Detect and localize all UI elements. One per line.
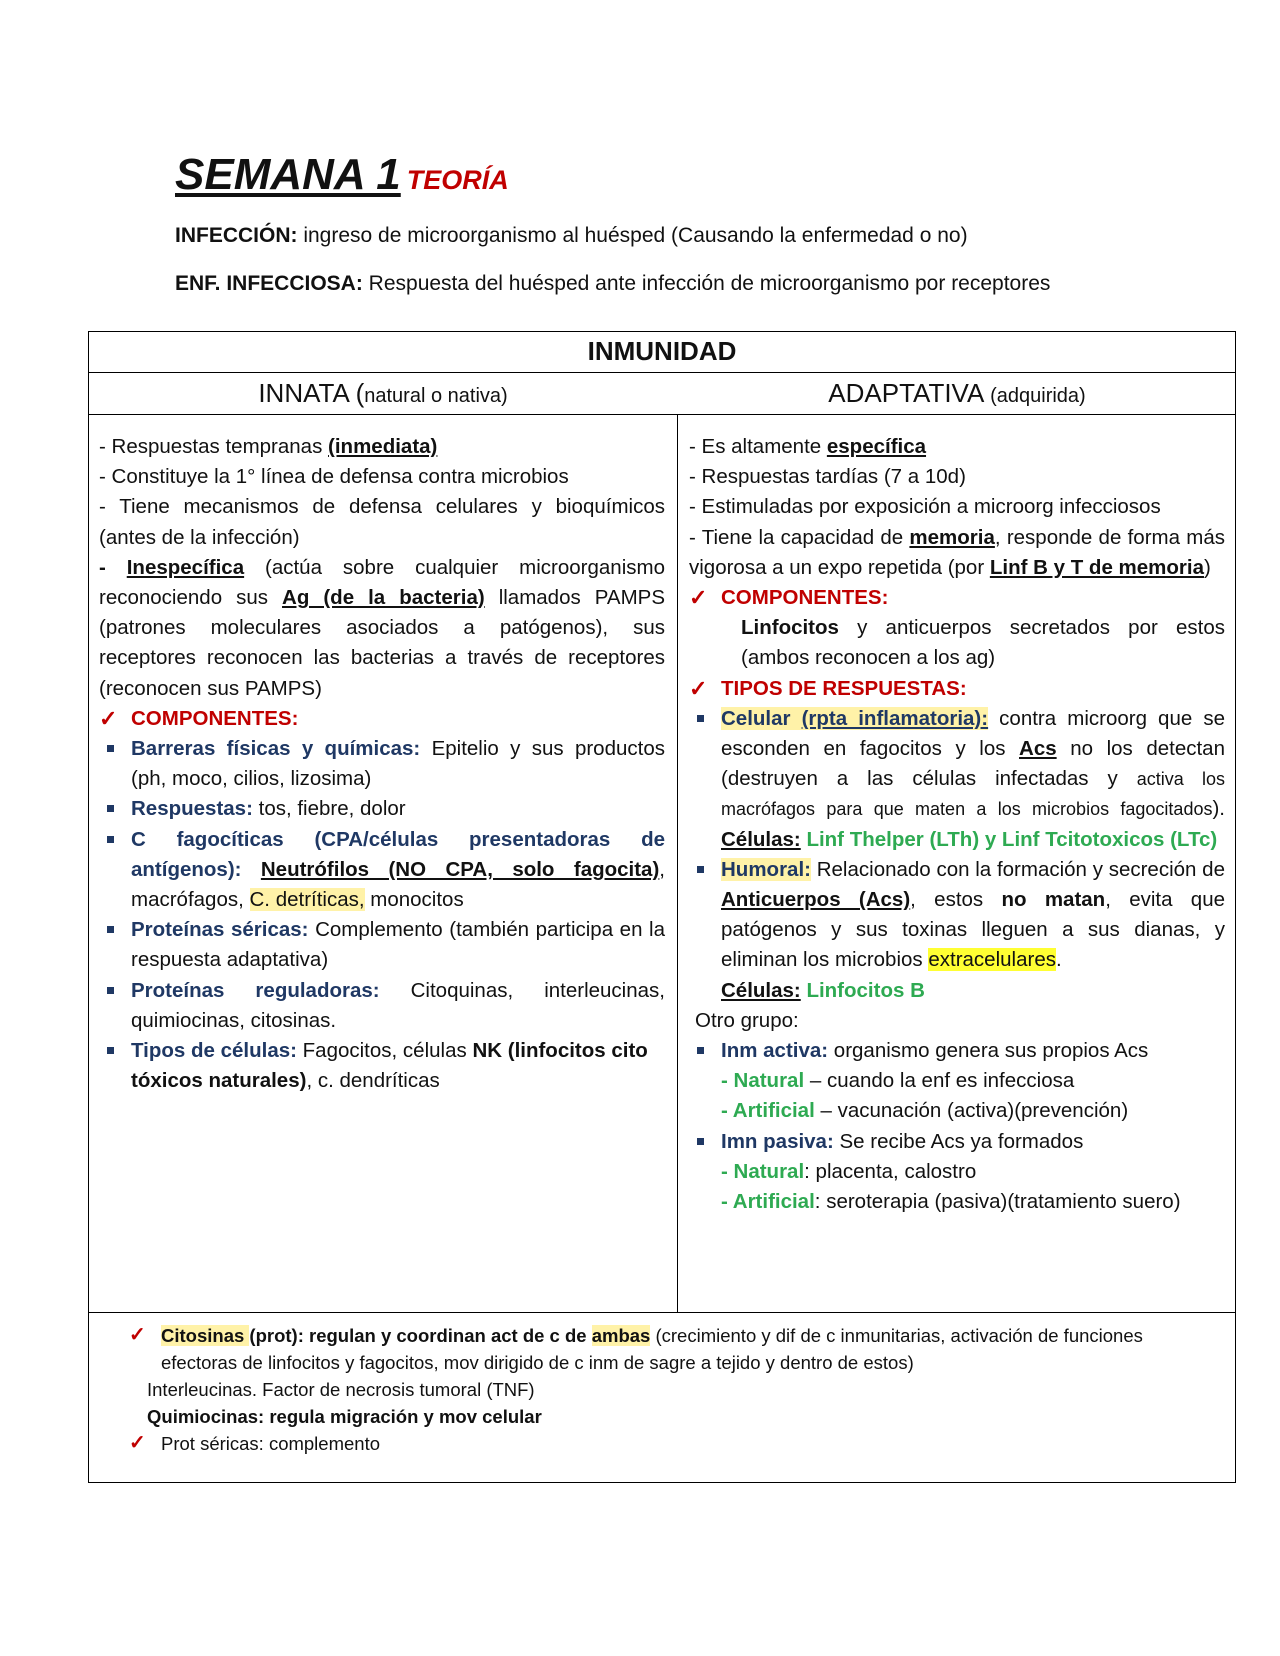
text: contra microorg que se esconden en fagocitos y los: [721, 706, 1225, 761]
text-term: Respuestas:: [131, 797, 253, 821]
text-emphasis: Ag (de la bacteria): [282, 586, 485, 610]
footer-item: [129, 1430, 1209, 1457]
text: tos, fiebre, dolor: [252, 797, 406, 821]
checkmark-icon: ✓: [129, 1324, 146, 1346]
square-bullet-icon: [107, 987, 114, 994]
bullet-item: [99, 915, 665, 975]
text-highlight: Citosinas: [161, 1325, 250, 1346]
text: , c. dendríticas: [306, 1069, 440, 1093]
text: : seroterapia (pasiva)(tratamiento suero): [814, 1190, 1181, 1214]
bullet-item: [99, 794, 665, 824]
innata-column: [99, 432, 665, 1096]
text: Epitelio y sus productos (ph, moco, cilios, lizosima): [131, 737, 665, 791]
text: TIPOS DE RESPUESTAS:: [721, 676, 967, 700]
text: Prot séricas: complemento: [161, 1433, 381, 1454]
title-sub: TEORÍA: [406, 165, 509, 195]
adaptativa-column: [689, 432, 1225, 1217]
text-emphasis: NK (linfocitos cito tóxicos naturales): [131, 1039, 648, 1093]
text-term: Imn pasiva:: [721, 1129, 834, 1153]
text-emphasis: Células:: [721, 978, 801, 1002]
text-term: Proteínas reguladoras:: [131, 978, 380, 1002]
square-bullet-icon: [107, 745, 114, 752]
footer-line: Interleucinas. Factor de necrosis tumoral (TNF): [147, 1379, 535, 1400]
text-term: Tipos de células:: [131, 1039, 297, 1063]
text: , macrófagos,: [131, 857, 665, 912]
definition-term: ENF. INFECCIOSA:: [175, 272, 363, 295]
text-highlight: C. detríticas,: [249, 888, 365, 912]
definition-term: INFECCIÓN:: [175, 224, 298, 247]
text-emphasis: Linf B y T de memoria: [989, 555, 1205, 579]
text-term: C fagocíticas (CPA/células presentadoras de antígenos):: [131, 827, 665, 881]
square-bullet-icon: [697, 1138, 704, 1145]
sub-item: [689, 1187, 1225, 1217]
text-term: Celular: [721, 706, 802, 730]
title-main: SEMANA 1: [175, 150, 401, 199]
square-bullet-icon: [107, 926, 114, 933]
text: (crecimiento y dif de c inmunitarias, activación de funciones efectoras de linfocitos y fagocitos, mov dirigido de c inm de sagre a tejido y dentro de estos): [161, 1325, 1143, 1373]
text: , evita que patógenos y sus toxinas lleguen a sus dianas, y eliminan los microbios: [721, 888, 1226, 972]
text-emphasis: Acs: [1019, 737, 1057, 761]
text-emphasis: Linfocitos: [741, 616, 839, 640]
text-term: Proteínas séricas:: [131, 918, 309, 942]
column-divider: [677, 414, 678, 1312]
innata-line: [99, 432, 665, 462]
bullet-item: [99, 734, 665, 794]
text: – cuando la enf es infecciosa: [804, 1069, 1075, 1093]
text: Citoquinas, interleucinas, quimiocinas, citosinas.: [131, 978, 665, 1032]
text: ): [1204, 555, 1211, 579]
innata-title: INNATA (: [258, 378, 365, 408]
text-emphasis: Neutrófilos (NO CPA, solo fagocita): [260, 857, 660, 881]
bullet-item: [99, 825, 665, 916]
bullet-item: [689, 1036, 1225, 1066]
text-term: Humoral:: [721, 857, 811, 881]
definition-text: Respuesta del huésped ante infección de microorganismo por receptores: [362, 272, 1051, 295]
text: Se recibe Acs ya formados: [833, 1129, 1084, 1153]
text-green: Linfocitos B: [800, 978, 925, 1002]
bullet-item: [689, 1127, 1225, 1157]
text-emphasis: Inespecífica: [126, 555, 245, 579]
square-bullet-icon: [697, 1047, 704, 1054]
text-green: Linf Thelper (LTh) y Linf Tcitotoxicos (LTc): [800, 827, 1218, 851]
text-green: - Artificial: [721, 1099, 815, 1123]
text: -: [99, 555, 127, 579]
divider: [89, 372, 1235, 373]
bullet-item: [99, 1036, 665, 1096]
checkmark-icon: ✓: [129, 1432, 146, 1454]
text: , estos: [910, 888, 1002, 912]
adaptativa-line: [689, 432, 1225, 462]
text: llamados PAMPS (patrones moleculares asociados a patógenos), sus receptores reconocen las bacterias a través de receptores (reconocen sus PAMPS): [99, 586, 665, 700]
adaptativa-line: [689, 523, 1225, 583]
bullet-item: [99, 976, 665, 1036]
checkmark-icon: ✓: [689, 585, 708, 611]
text: : placenta, calostro: [804, 1159, 977, 1183]
inmunidad-table: [88, 331, 1236, 1483]
sub-item: [689, 1066, 1225, 1096]
text-emphasis: (prot): regulan y coordinan act de c de: [249, 1325, 592, 1346]
bullet-item: [689, 704, 1225, 855]
componentes-heading: [99, 704, 665, 734]
footer-line: Quimiocinas: regula migración y mov celular: [147, 1406, 542, 1427]
componentes-text: [689, 613, 1225, 673]
innata-line: - Constituye la 1° línea de defensa contra microbios: [99, 465, 569, 489]
page-title: [175, 150, 509, 200]
table-header: INMUNIDAD: [587, 336, 737, 366]
otro-grupo: Otro grupo:: [695, 1008, 799, 1032]
text: ).: [1212, 797, 1225, 821]
definition-text: ingreso de microorganismo al huésped (Causando la enfermedad o no): [297, 224, 968, 247]
definition-infeccion: [175, 224, 968, 248]
square-bullet-icon: [107, 805, 114, 812]
tipos-heading: [689, 674, 1225, 704]
definition-enf-infecciosa: [175, 272, 1050, 296]
text: y anticuerpos secretados por estos (ambos reconocen a los ag): [741, 616, 1225, 670]
square-bullet-icon: [697, 715, 704, 722]
text-emphasis: Células:: [721, 827, 801, 851]
square-bullet-icon: [107, 836, 114, 843]
innata-header: [89, 378, 677, 409]
text: COMPONENTES:: [131, 706, 299, 730]
innata-subtitle: natural o nativa): [364, 385, 508, 407]
text-emphasis: específica: [826, 435, 927, 458]
square-bullet-icon: [107, 1047, 114, 1054]
adaptativa-subtitle: (adquirida): [990, 385, 1086, 407]
sub-item: [689, 1096, 1225, 1126]
text-term: Inm activa:: [721, 1039, 829, 1063]
text-green: - Artificial: [721, 1190, 815, 1214]
text-highlight: ambas: [591, 1325, 651, 1346]
text-term: (rpta inflamatoria):: [801, 706, 989, 730]
adaptativa-line: - Estimuladas por exposición a microorg infecciosos: [689, 495, 1161, 519]
innata-line: - Tiene mecanismos de defensa celulares y bioquímicos (antes de la infección): [99, 495, 665, 549]
text: , responde de forma más vigorosa a un expo repetida (por: [689, 525, 1225, 579]
text: Fagocitos, células: [296, 1039, 473, 1063]
adaptativa-line: - Respuestas tardías (7 a 10d): [689, 465, 966, 489]
text-emphasis: memoria: [909, 525, 995, 549]
divider: [89, 1312, 1235, 1313]
text: - Tiene la capacidad de: [689, 525, 910, 549]
text: (actúa sobre cualquier microorganismo reconociendo sus: [99, 555, 665, 610]
footer-item: [129, 1322, 1209, 1376]
text: – vacunación (activa)(prevención): [814, 1099, 1129, 1123]
innata-line: [99, 553, 665, 704]
text: - Es altamente: [689, 435, 827, 458]
text: monocitos: [364, 888, 464, 912]
sub-item: [689, 1157, 1225, 1187]
text: COMPONENTES:: [721, 586, 889, 610]
text-green: - Natural: [721, 1159, 805, 1183]
text-green: - Natural: [721, 1069, 805, 1093]
text: - Respuestas tempranas: [99, 435, 329, 458]
text: Complemento (también participa en la respuesta adaptativa): [131, 918, 666, 972]
text-highlight: extracelulares: [928, 948, 1056, 972]
text: organismo genera sus propios Acs: [828, 1039, 1149, 1063]
text: no los detectan (destruyen a las células infectadas y: [721, 737, 1225, 791]
text-small: activa los macrófagos para que maten a los microbios fagocitados: [721, 769, 1225, 820]
text: .: [1055, 948, 1062, 972]
text-emphasis: (inmediata): [328, 435, 438, 458]
text-term: Barreras físicas y químicas:: [131, 737, 421, 761]
checkmark-icon: ✓: [689, 675, 708, 701]
componentes-heading: [689, 583, 1225, 613]
adaptativa-title: ADAPTATIVA: [828, 378, 991, 408]
checkmark-icon: ✓: [99, 705, 118, 731]
divider: [89, 414, 1235, 415]
adaptativa-header: [677, 378, 1237, 409]
table-footer: [129, 1322, 1209, 1457]
square-bullet-icon: [697, 866, 704, 873]
bullet-item: [689, 855, 1225, 1006]
text-emphasis: no matan: [1001, 888, 1106, 912]
text: Relacionado con la formación y secreción de: [810, 857, 1225, 881]
text-emphasis: Anticuerpos (Acs): [721, 888, 911, 912]
